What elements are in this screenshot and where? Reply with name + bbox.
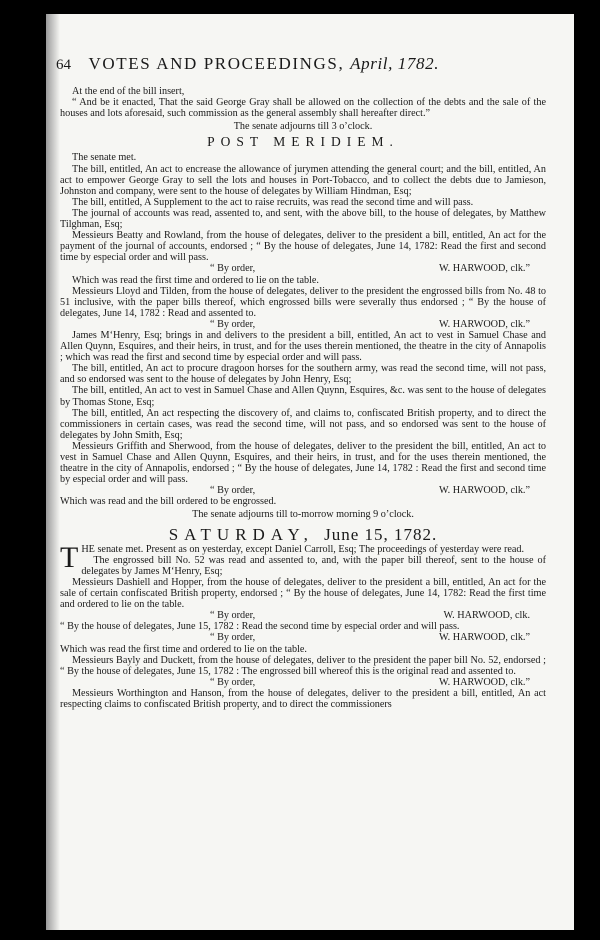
- header-month-year: April, 1782.: [350, 54, 440, 73]
- clerk-signature: W. HARWOOD, clk.”: [438, 263, 530, 275]
- paragraph: “ And be it enacted, That the said George Gray shall be allowed on the collection of the debts and the sale of the houses and lots aforesaid, such commission as the general assembly shall hereafter direct.”: [60, 97, 546, 120]
- signature-block: [60, 632, 546, 643]
- paragraph: The bill, entitled, An act to vest in Samuel Chase and Allen Quynn, Esquires, &c. was sent to the house of delegates by Thomas Stone, Esq;: [60, 385, 546, 408]
- signature-block: [60, 610, 546, 621]
- signature-block: [60, 319, 546, 330]
- paragraph: The journal of accounts was read, assented to, and sent, with the above bill, to the house of delegates, by Matthew Tilghman, Esq;: [60, 207, 546, 231]
- header-title: VOTES AND PROCEEDINGS,: [88, 54, 345, 73]
- paragraph: James M‘Henry, Esq; brings in and delivers to the president a bill, entitled, An act to vest in Samuel Chase and Allen Quynn, Esquires, and their heirs, in trust, and for the uses therein mentioned, the theatre in the city of Annapolis ; which was read the first and second time by especial order and will pass.: [60, 329, 546, 364]
- clerk-signature: W. HARWOOD, clk.: [443, 610, 530, 622]
- document-body: [60, 86, 546, 710]
- paragraph: The bill, entitled, An act respecting the discovery of, and claims to, confiscated British property, and to direct the commissioners in certain cases, was read the second time, will not pass, and so endorsed was sent to the house of delegates by John Smith, Esq;: [60, 407, 546, 441]
- page-number: 64: [56, 57, 71, 73]
- saturday-date: June 15, 1782.: [324, 524, 438, 544]
- clerk-signature: W. HARWOOD, clk.”: [438, 632, 530, 644]
- signature-block: [60, 263, 546, 274]
- adjournment-note: The senate adjourns till 3 o’clock.: [233, 121, 373, 133]
- by-order: “ By order,: [210, 263, 256, 275]
- by-order: “ By order,: [210, 632, 256, 644]
- paragraph: The senate met.: [72, 152, 137, 164]
- signature-block: [60, 677, 546, 688]
- paragraph: The bill, entitled, A Supplement to the act to raise recruits, was read the second time and will pass.: [72, 196, 474, 208]
- adjournment-note: The senate adjourns till to-morrow morning 9 o’clock.: [192, 509, 414, 521]
- by-order: “ By order,: [210, 485, 256, 497]
- page-edge-shadow: [46, 14, 60, 930]
- by-order: “ By order,: [210, 610, 256, 622]
- clerk-signature: W. HARWOOD, clk.”: [438, 318, 530, 330]
- paragraph: Which was read the first time and ordered to lie on the table.: [60, 643, 307, 655]
- paragraph: At the end of the bill insert,: [72, 86, 185, 97]
- paragraph: “ By the house of delegates, June 15, 1782 : Read the second time by especial order and will pass.: [60, 621, 460, 633]
- paragraph: The bill, entitled, An act to encrease the allowance of jurymen attending the general court; and the bill, entitled, An act to empower George Gray to sell the lots and houses in Port-Tobacco, and to collect the debts due to Jamieson, Johnston and company, were sent to the house of delegates by William Hindman, Esq;: [60, 163, 546, 197]
- paragraph: The engrossed bill No. 52 was read and assented to, and, with the paper bill thereof, sent to the house of delegates by James M‘Henry, Esq;: [81, 554, 546, 577]
- paragraph: The bill, entitled, An act to procure dragoon horses for the southern army, was read the second time, will not pass, and so endorsed was sent to the house of delegates by John Henry, Esq;: [60, 363, 546, 386]
- drop-cap: T: [60, 540, 79, 574]
- paragraph: Messieurs Worthington and Hanson, from the house of delegates, deliver to the president a bill, entitled, An act respecting claims to confiscated British property, and to direct the commissioners: [60, 687, 546, 710]
- signature-block: [60, 485, 546, 496]
- paragraph: Messieurs Bayly and Duckett, from the house of delegates, deliver to the president the paper bill No. 52, endorsed ; “ By the house of delegates, June 15, 1782 : The engrossed bill whereof this is the original read and assented to.: [60, 654, 546, 677]
- paragraph: Messieurs Dashiell and Hopper, from the house of delegates, deliver to the president a bill, entitled, An act for the sale of certain confiscated British property, endorsed ; “ By the house of delegates, June 14, 1782: Read the first time and ordered to lie on the table.: [60, 576, 546, 611]
- paragraph: Messieurs Beatty and Rowland, from the house of delegates, deliver to the president a bill, entitled, An act for the payment of the journal of accounts, endorsed ; “ By the house of delegates, June 14, 1782: Read the first and second time by especial order and will pass.: [60, 230, 546, 264]
- paragraph: Messieurs Griffith and Sherwood, from the house of delegates, deliver to the president the bill, entitled, An act to vest in Samuel Chase and Allen Quynn, Esquires, and their heirs, in trust, and for the uses therein mentioned, the theatre in the city of Annapolis, endorsed ; “ By the house of delegates, June 14, 1782 : Read the first and second time by especial order and will pass.: [60, 440, 546, 486]
- clerk-signature: W. HARWOOD, clk.”: [438, 485, 530, 497]
- by-order: “ By order,: [210, 318, 256, 330]
- by-order: “ By order,: [210, 676, 256, 688]
- clerk-signature: W. HARWOOD, clk.”: [438, 676, 530, 688]
- paragraph: Messieurs Lloyd and Tilden, from the house of delegates, deliver to the president the engrossed bills from No. 48 to 51 inclusive, with the paper bills thereof, which engrossed bills were severally thus endorsed ; “ By the house of delegates, June 14, 1782 : Read and assented to.: [60, 285, 546, 319]
- paragraph: Which was read and the bill ordered to be engrossed.: [60, 496, 277, 508]
- page-header: [56, 54, 550, 74]
- section-title-post-meridiem: POST MERIDIEM.: [207, 134, 399, 150]
- paragraph-first-text: HE senate met. Present as on yesterday, except Daniel Carroll, Esq; The proceedings of yesterday were read.: [81, 543, 525, 555]
- paragraph: Which was read the first time and ordered to lie on the table.: [72, 274, 319, 286]
- section-title-saturday: [60, 524, 546, 544]
- saturday-day: SATURDAY,: [168, 524, 314, 544]
